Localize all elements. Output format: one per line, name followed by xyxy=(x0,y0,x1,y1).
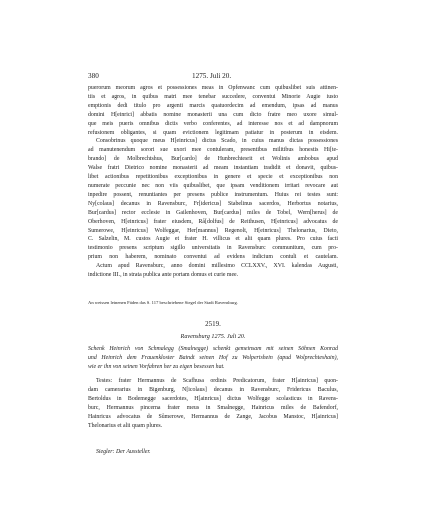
text-line: Walse fratri Dietrico nomine monasterii ad meam instantiam tradidit et donavit, quibus- xyxy=(88,165,338,172)
regest-line: und Heinrich dem Frauenkloster Baindt seinen Hof zu Wolpertshein (apud Wolprechteshain), xyxy=(88,354,338,361)
text-line: Bur[cardus] rector ecclesie in Gailenhoven, Bur[cardus] miles de Tobel, Wern[herus] de xyxy=(88,209,338,216)
text-line: Actum apud Ravensburc, anno domini millesimo CCLXXV., XVI. kalendas Augusti, xyxy=(96,263,338,270)
text-line: C. Salzelin, M. custos Augie et frater H. villicus et alii quam plures. Pro cuius facti xyxy=(88,236,338,243)
text-line: Bertoldus in Bodemegge sacerdotes, H[ainricus] dictus Wolfegge scolasticus in Ravens- xyxy=(88,395,338,402)
text-line: que meis pueris omnibus dictis verbo conferentes, ad interesse nos et ad dampnorum xyxy=(88,120,338,127)
text-line: Testes: frater Hermannus de Scafhusa ordinis Predicatorum, frater H[ainricus] quon- xyxy=(96,378,338,384)
running-head xyxy=(88,71,338,81)
text-line: puerorum meorum agros et possessiones meas in Opfenwanc cum quibuslibet suis attinen- xyxy=(88,85,338,91)
regest-line: wie er ihn von seinen Vorfahren her zu eigen besessen hat. xyxy=(88,363,225,370)
text-line: brando] de Molbrechtshus, Bur[cardo] de Hunbrechtesrit et Wolinis ambobus apud xyxy=(88,156,338,163)
regest-line: Schenk Heinrich von Schmalegg (Smalnegge) schenkt gemeinsam mit seinen Söhnen Konrad xyxy=(88,346,338,352)
sigillum-note: Siegler: Der Aussteller. xyxy=(96,449,151,455)
text-line: tiis et agros, in quibus matri mee tenebar succedere, conventui Minorie Augie iusto xyxy=(88,93,338,100)
text-line: Consobrinus quoque meus H[einricus] dictus Scado, in cuius manus dictas possessiones xyxy=(96,138,338,145)
text-line: prium non haberem, nominato conventui ad evidens indicium contuli et cautelam. xyxy=(88,254,338,261)
text-line: ad manutenendum sorori sue uxori mee contuleram, presentibus militibus honestis Hi[te- xyxy=(88,147,338,154)
text-line: numerate peccunie nec non viis quibuslibet, que ipsam venditionem irritari revocare aut xyxy=(88,182,338,189)
regest-summary xyxy=(88,345,338,372)
document-place-date: Ravensburg 1275. Juli 20. xyxy=(180,333,246,340)
text-line: Hainricus advocatus de Sůmerowe, Hermannus de Zange, Jacobus Manstoc, H[ainricus] xyxy=(88,413,338,420)
text-line: domini H[einrici] abbatis nomine monasterii una cum dicto fratre meo uxore simul- xyxy=(88,111,338,118)
text-line: dam camerarius in Bigenburg, N[icolaus] decanus in Ravensburc, Fridericus Baculus, xyxy=(88,386,338,393)
running-head-date: 1275. Juli 20. xyxy=(192,72,232,80)
text-line: Ny[colaus] decanus in Ravensburc, Fr[idericus] Stabelinus sacerdos, Herbortus notarius, xyxy=(88,200,338,207)
text-line: refusionem obligantes, si quam evictionem legitimam patiatur in posterum in eisdem. xyxy=(88,129,338,136)
charter-text xyxy=(88,377,338,430)
text-line: burc, Hermannus pincerna frater meus in Smalnegge, Hainricus miles de Bafendorf, xyxy=(88,404,338,411)
page-number: 380 xyxy=(88,72,99,80)
text-line: testimonio presens scriptum sigillo universitatis in Ravensburc communitum, cum pro- xyxy=(88,245,338,252)
text-line: indictione III., in strata publica ante portam domus et curie mee. xyxy=(88,272,239,279)
text-line: Sumerowe, H[einricus] Wolfeggar, Her[mannus] Regenolt, H[einricus] Thelonarius, Dieto, xyxy=(88,227,338,234)
text-line: emptionis dedi titulo pro argenti marcis quatuordecim ad emendum, ipsas ad manus xyxy=(88,102,338,109)
document-number: 2519. xyxy=(205,320,221,328)
text-line: Oberhoven, H[einricus] frater eiusdem, Rå[dolfus] de Reithusen, H[einricus] advocatus de xyxy=(88,218,338,225)
charter-text-continued xyxy=(88,84,338,280)
text-line: Thelonarius et alii quam plures. xyxy=(88,422,163,429)
seal-note: An weissen leinenen Fäden das S. 117 beschriebene Siegel der Stadt Ravensburg. xyxy=(88,300,238,305)
text-line: inpedire possent, renuntiantes per presens publice instrumentum. Huius rei testes sunt: xyxy=(88,191,338,198)
text-line: libet actionibus repetitionibus exceptionibus in genere et specie et exceptionibus non xyxy=(88,174,338,181)
